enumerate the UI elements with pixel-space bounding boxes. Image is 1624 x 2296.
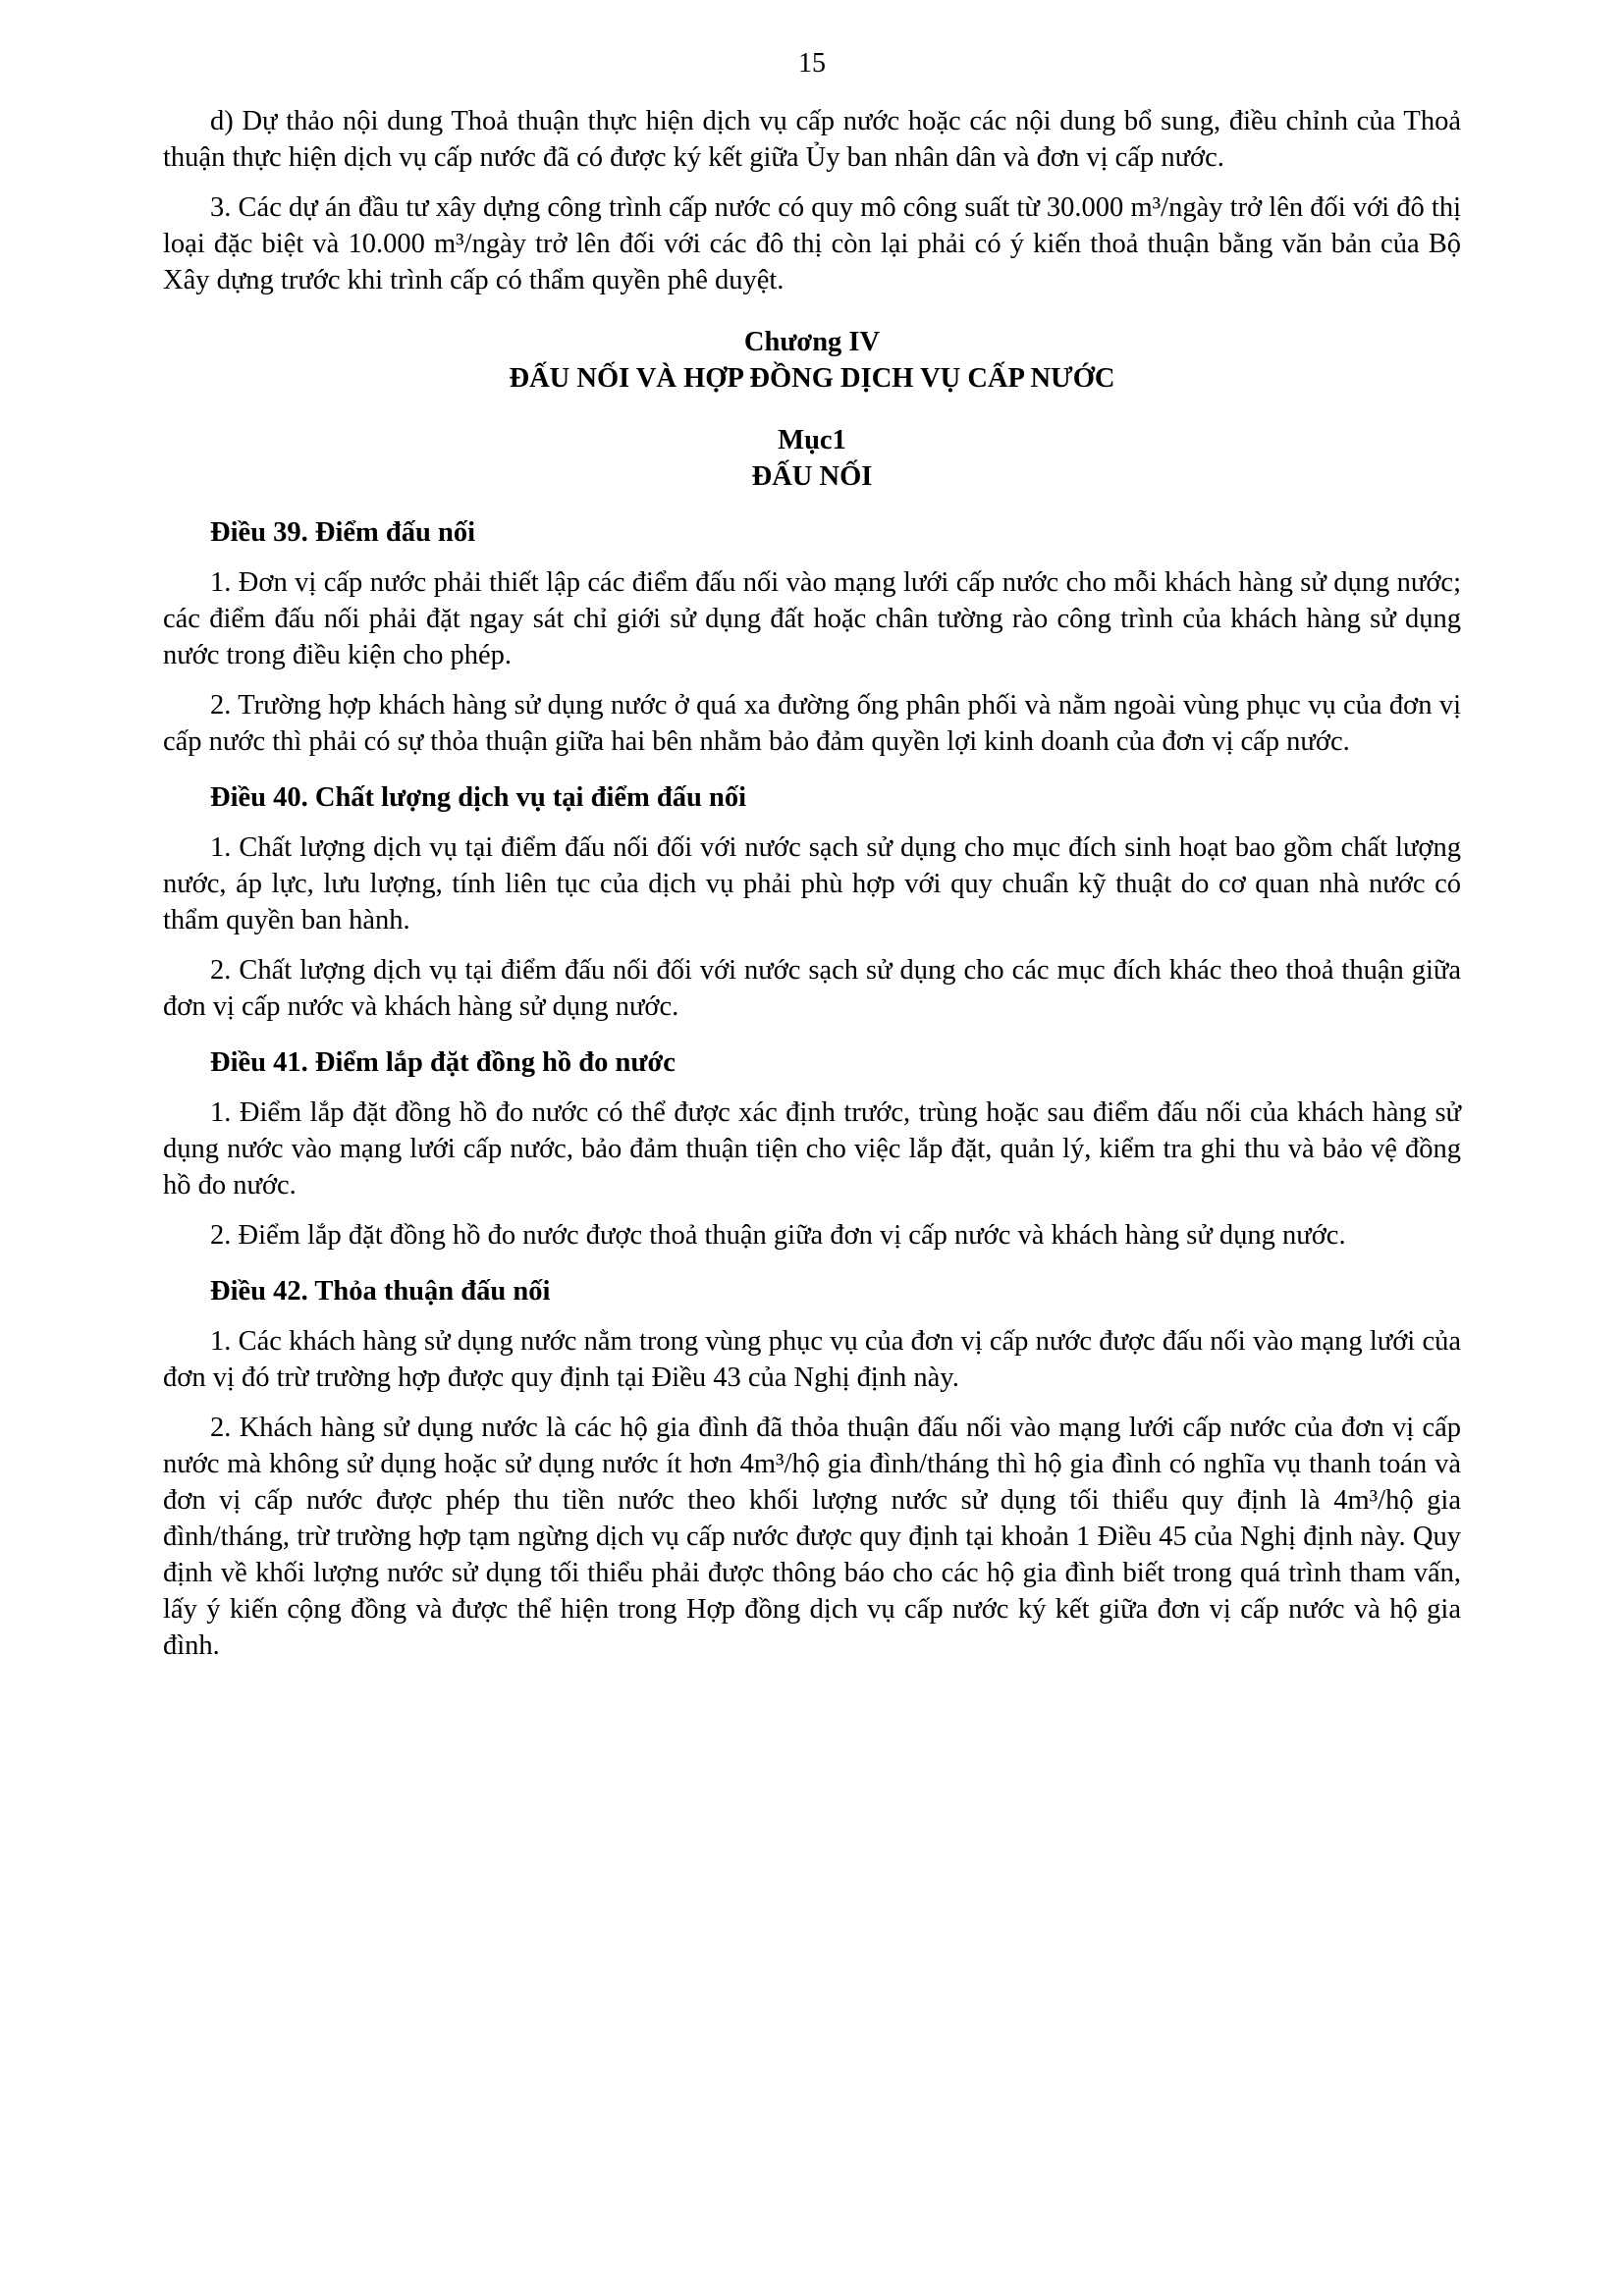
section-title: ĐẤU NỐI: [751, 461, 873, 492]
article-40-paragraph-1: 1. Chất lượng dịch vụ tại điểm đấu nối đối với nước sạch sử dụng cho mục đích sinh hoạt bao gồm chất lượng nước, áp lực, lưu lượng, tính liên tục của dịch vụ phải phù hợp với quy chuẩn kỹ thuật do cơ quan nhà nước có thẩm quyền ban hành.: [163, 832, 1461, 935]
article-42-paragraph-1: 1. Các khách hàng sử dụng nước nằm trong vùng phục vụ của đơn vị cấp nước được đấu nối vào mạng lưới của đơn vị đó trừ trường hợp được quy định tại Điều 43 của Nghị định này.: [163, 1326, 1461, 1393]
section-label: Mục1: [778, 425, 846, 455]
article-41-paragraph-1: 1. Điểm lắp đặt đồng hồ đo nước có thể được xác định trước, trùng hoặc sau điểm đấu nối của khách hàng sử dụng nước vào mạng lưới cấp nước, bảo đảm thuận tiện cho việc lắp đặt, quản lý, kiểm tra ghi thu và bảo vệ đồng hồ đo nước.: [163, 1097, 1461, 1201]
intro-paragraph-3: 3. Các dự án đầu tư xây dựng công trình cấp nước có quy mô công suất từ 30.000 m³/ngày trở lên đối với đô thị loại đặc biệt và 10.000 m³/ngày trở lên đối với các đô thị còn lại phải có ý kiến thoả thuận bằng văn bản của Bộ Xây dựng trước khi trình cấp có thẩm quyền phê duyệt.: [163, 192, 1461, 295]
chapter-heading: [163, 324, 1461, 397]
article-39-heading: Điều 39. Điểm đấu nối: [210, 517, 475, 548]
intro-paragraph-d: d) Dự thảo nội dung Thoả thuận thực hiện dịch vụ cấp nước hoặc các nội dung bổ sung, điều chỉnh của Thoả thuận thực hiện dịch vụ cấp nước đã có được ký kết giữa Ủy ban nhân dân và đơn vị cấp nước.: [163, 106, 1461, 173]
article-39-paragraph-2: 2. Trường hợp khách hàng sử dụng nước ở quá xa đường ống phân phối và nằm ngoài vùng phục vụ của đơn vị cấp nước thì phải có sự thỏa thuận giữa hai bên nhằm bảo đảm quyền lợi kinh doanh của đơn vị cấp nước.: [163, 690, 1461, 757]
article-40-paragraph-2: 2. Chất lượng dịch vụ tại điểm đấu nối đối với nước sạch sử dụng cho các mục đích khác theo thoả thuận giữa đơn vị cấp nước và khách hàng sử dụng nước.: [163, 955, 1461, 1022]
article-40-heading: Điều 40. Chất lượng dịch vụ tại điểm đấu nối: [210, 782, 746, 813]
page-number: 15: [798, 48, 826, 79]
article-41-paragraph-2: 2. Điểm lắp đặt đồng hồ đo nước được thoả thuận giữa đơn vị cấp nước và khách hàng sử dụng nước.: [210, 1220, 1346, 1251]
section-heading: [163, 422, 1461, 495]
chapter-label: Chương IV: [743, 327, 881, 357]
document-body: [163, 103, 1461, 1664]
article-42-paragraph-2: 2. Khách hàng sử dụng nước là các hộ gia đình đã thỏa thuận đấu nối vào mạng lưới cấp nước của đơn vị cấp nước mà không sử dụng hoặc sử dụng nước ít hơn 4m³/hộ gia đình/tháng thì hộ gia đình có nghĩa vụ thanh toán và đơn vị cấp nước được phép thu tiền nước theo khối lượng nước sử dụng tối thiểu quy định là 4m³/hộ gia đình/tháng, trừ trường hợp tạm ngừng dịch vụ cấp nước được quy định tại khoản 1 Điều 45 của Nghị định này. Quy định về khối lượng nước sử dụng tối thiểu phải được thông báo cho các hộ gia đình biết trong quá trình tham vấn, lấy ý kiến cộng đồng và được thể hiện trong Hợp đồng dịch vụ cấp nước ký kết giữa đơn vị cấp nước và hộ gia đình.: [163, 1413, 1461, 1661]
article-41-heading: Điều 41. Điểm lắp đặt đồng hồ đo nước: [210, 1047, 676, 1078]
article-39-paragraph-1: 1. Đơn vị cấp nước phải thiết lập các điểm đấu nối vào mạng lưới cấp nước cho mỗi khách hàng sử dụng nước; các điểm đấu nối phải đặt ngay sát chỉ giới sử dụng đất hoặc chân tường rào công trình của khách hàng sử dụng nước trong điều kiện cho phép.: [163, 567, 1461, 670]
chapter-title: ĐẤU NỐI VÀ HỢP ĐỒNG DỊCH VỤ CẤP NƯỚC: [509, 363, 1115, 394]
article-42-heading: Điều 42. Thỏa thuận đấu nối: [210, 1276, 551, 1307]
